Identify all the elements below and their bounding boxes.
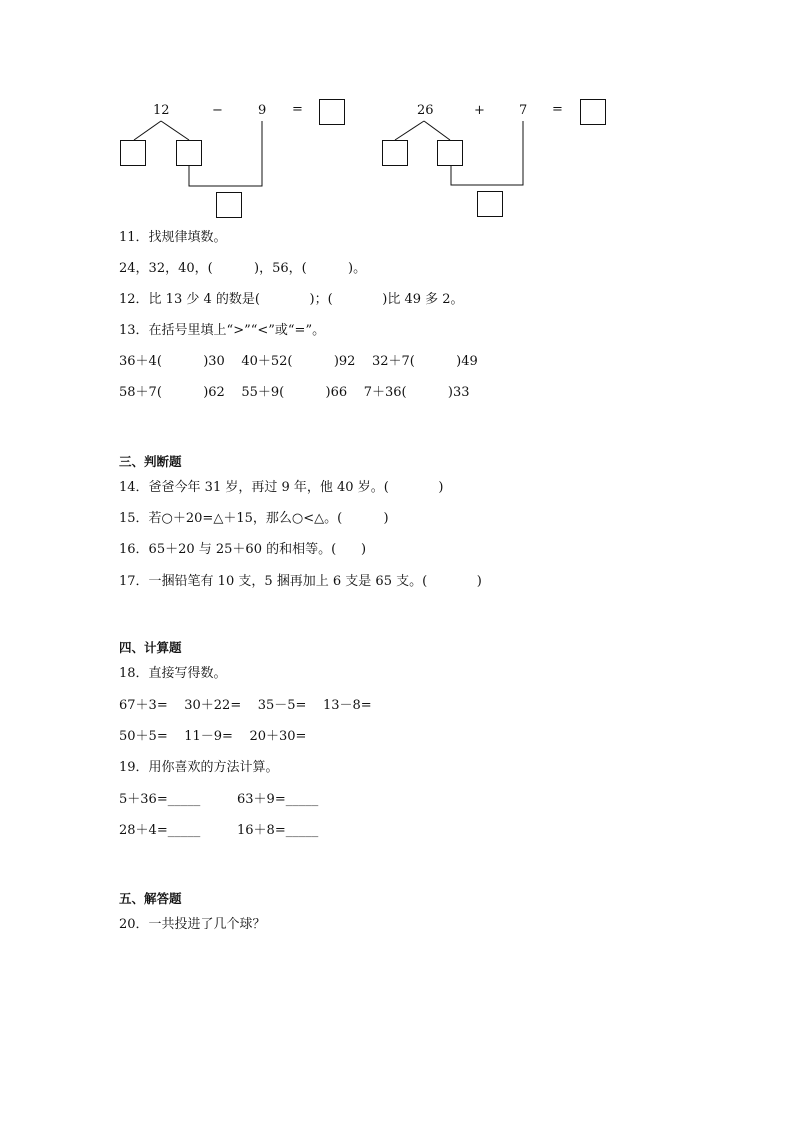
minus-sign: −	[212, 103, 223, 118]
branch-line	[161, 121, 189, 140]
question-20: 20．一共投进了几个球？	[119, 917, 266, 932]
question-19-item-4: 16＋8=_____	[237, 823, 319, 838]
subtrahend: 9	[258, 103, 267, 118]
question-18-row-1: 67＋3= 30＋22= 35－5= 13－8=	[119, 698, 372, 713]
branch-line	[424, 121, 450, 140]
decomposition-lines	[0, 0, 794, 240]
question-19-item-1: 5＋36=_____	[119, 792, 201, 807]
question-12: 12．比 13 少 4 的数是( )；( )比 49 多 2。	[119, 292, 464, 307]
question-14: 14．爸爸今年 31 岁，再过 9 年，他 40 岁。( )	[119, 480, 444, 495]
plus-sign: +	[474, 103, 485, 118]
minuend: 12	[153, 103, 170, 118]
equals-sign: =	[292, 102, 303, 117]
question-15: 15．若○＋20=△＋15，那么○<△。( )	[119, 511, 389, 526]
question-17: 17．一捆铅笔有 10 支，5 捆再加上 6 支是 65 支。( )	[119, 574, 482, 589]
section-4-heading: 四、计算题	[119, 640, 182, 655]
question-13-row-2: 58＋7( )62 55＋9( )66 7＋36( )33	[119, 385, 470, 400]
question-19-title: 19．用你喜欢的方法计算。	[119, 760, 279, 775]
question-19-item-3: 28＋4=_____	[119, 823, 201, 838]
question-16: 16．65＋20 与 25＋60 的和相等。( )	[119, 542, 367, 557]
branch-line	[134, 121, 161, 140]
question-13-row-1: 36＋4( )30 40＋52( )92 32＋7( )49	[119, 354, 478, 369]
bracket-line	[189, 121, 262, 186]
equals-sign: =	[552, 102, 563, 117]
section-3-heading: 三、判断题	[119, 454, 182, 469]
question-19-item-2: 63＋9=_____	[237, 792, 319, 807]
question-11-title: 11．找规律填数。	[119, 230, 227, 245]
bracket-line	[451, 121, 523, 185]
branch-line	[395, 121, 424, 140]
question-13-title: 13．在括号里填上“>”“<”或“=”。	[119, 323, 326, 338]
question-11-sequence: 24，32，40，( )，56，( )。	[119, 261, 367, 276]
addend-2: 7	[519, 103, 528, 118]
addend-1: 26	[417, 103, 434, 118]
question-18-title: 18．直接写得数。	[119, 666, 227, 681]
question-18-row-2: 50＋5= 11－9= 20＋30=	[119, 729, 307, 744]
section-5-heading: 五、解答题	[119, 891, 182, 906]
